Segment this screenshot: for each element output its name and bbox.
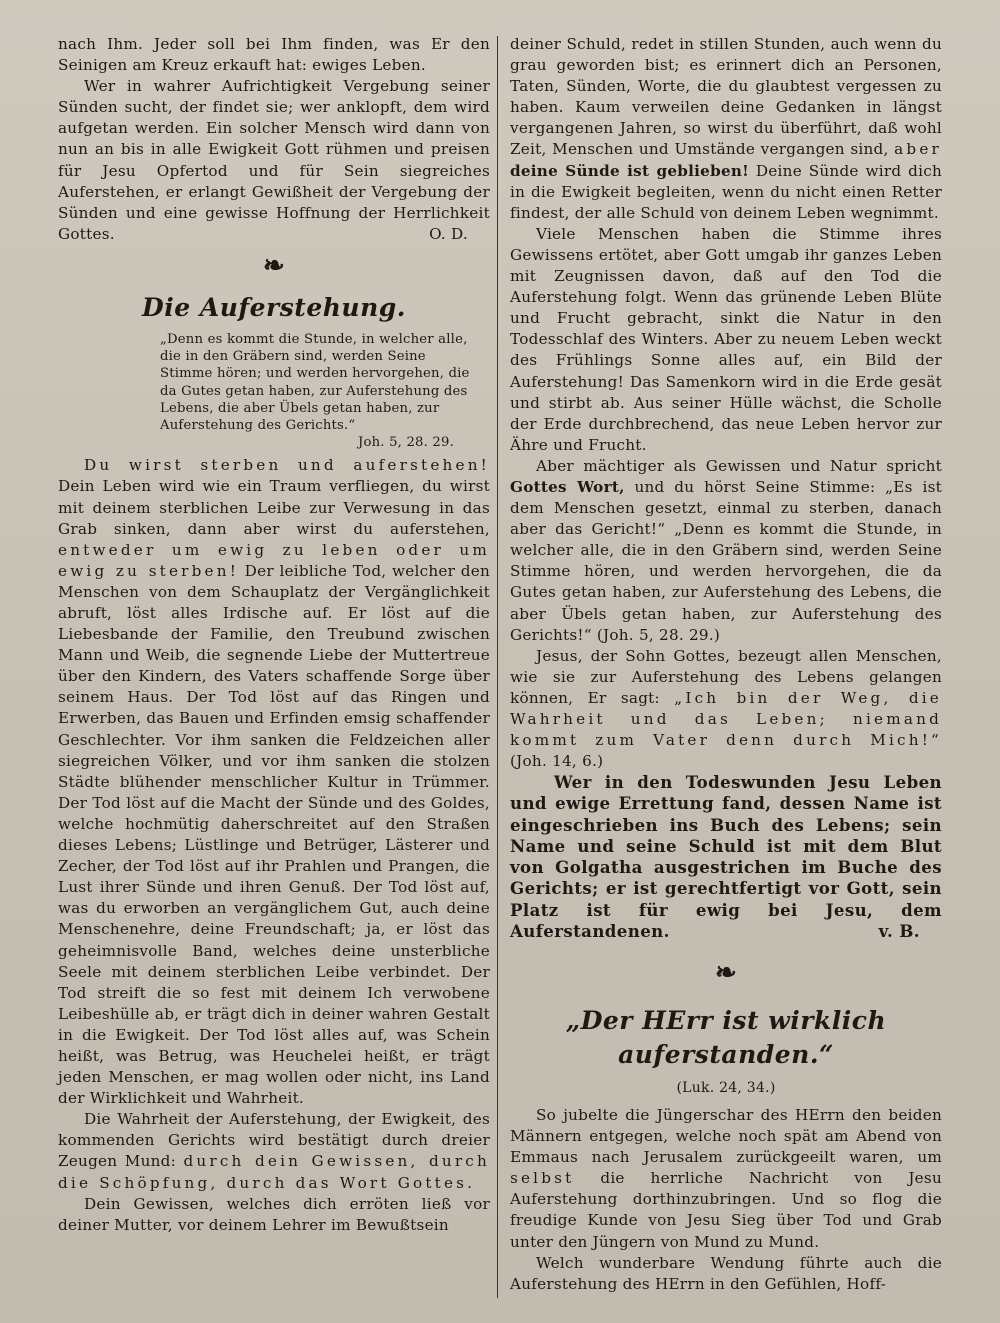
- paragraph-1-emphasis: entweder um ewig zu leben oder um ewig zu sterben!: [58, 540, 490, 580]
- ornament-divider: ❧: [262, 250, 286, 281]
- right-paragraph-4-part-b: (Joh. 14, 6.): [510, 752, 604, 771]
- right-paragraph-4-quote: „Ich bin der Weg, die Wahrheit und das Leben; niemand kommt zum Vater denn durch Mich!“: [510, 688, 942, 750]
- right-paragraph-1-part-a: deiner Schuld, redet in stillen Stunden, auch wenn du grau geworden bist; es erinnert dich an Personen, Taten, Sünden, Worte, die du glaubtest vergessen zu haben. Kaum verweilen deine Gedanken in längst vergangenen Jahren, so wirst du überführt, daß wohl Zeit, Menschen und Umstände vergangen sind,: [510, 35, 942, 159]
- right-paragraph-1-bold: deine Sünde ist geblieben!: [510, 161, 750, 180]
- article-title: Die Auferstehung.: [142, 292, 406, 322]
- second-article-title: „Der HErr ist wirklich auferstanden.“: [565, 1005, 887, 1069]
- right-paragraph-3: [510, 456, 942, 646]
- second-article-paragraph-1: [510, 1105, 942, 1253]
- second-paragraph-1-part-b: die herrliche Nachricht von Jesu Auferstehung dorthinzubringen. Und so flog die freudige Kunde von Jesu Sieg über Tod und Grab unter den Jüngern von Mund zu Mund.: [510, 1169, 942, 1251]
- right-paragraph-1: [510, 34, 942, 224]
- article-paragraph-3: Dein Gewissen, welches dich erröten ließ vor deiner Mutter, vor deinem Lehrer im Bewußtsein: [58, 1194, 490, 1234]
- right-paragraph-1-spaced: aber: [894, 140, 942, 159]
- right-paragraph-1-part-b: Deine Sünde wird dich in die Ewigkeit begleiten, wenn du nicht einen Retter findest, der alle Schuld von deinem Leben wegnimmt.: [510, 161, 942, 222]
- right-paragraph-4-part-a: Jesus, der Sohn Gottes, bezeugt allen Menschen, wie sie zur Auferstehung des Lebens gelangen können, Er sagt:: [510, 646, 942, 707]
- right-column: [510, 34, 942, 1295]
- ornament-divider-2: ❧: [714, 957, 738, 988]
- opening-paragraph-2-text: Wer in wahrer Aufrichtigkeit Vergebung seiner Sünden sucht, der findet sie; wer anklopft, dem wird aufgetan werden. Ein solcher Mensch wird dann von nun an bis in alle Ewigkeit Gott rühmen und preisen für Jesu Opfertod und für Sein siegreiches Auferstehen, er erlangt Gewißheit der Vergebung der Sünden und eine gewisse Hoffnung der Herrlichkeit Gottes.: [58, 77, 490, 243]
- right-paragraph-4: [510, 646, 942, 773]
- right-paragraph-3-part-a: Aber mächtiger als Gewissen und Natur spricht: [536, 456, 942, 475]
- second-article-paragraph-2: Welch wunderbare Wendung führte auch die Auferstehung des HErrn in den Gefühlen, Hoff-: [510, 1253, 942, 1293]
- left-column: [58, 34, 490, 1236]
- right-paragraph-3-part-b: und du hörst Seine Stimme: „Es ist dem Menschen gesetzt, einmal zu sterben, danach aber das Gericht!“ „Denn es kommt die Stunde, in welcher alle, die in den Gräbern sind, werden Seine Stimme hören, und werden hervorgehen, die da Gutes getan haben, zur Auferstehung des Lebens, die aber Übels getan haben, zur Auferstehung des Gerichts!“ (Joh. 5, 28. 29.): [510, 477, 942, 644]
- paragraph-1-part-b: Der leibliche Tod, welcher den Menschen von dem Schauplatz der Vergänglichkeit abruft, löst alles Irdische auf. Er löst auf die Liebesbande der Familie, den Treubund zwischen Mann und Weib, die segnende Liebe der Muttertreue über den Kindern, des Vaters schaffende Sorge über seinem Haus. Der Tod löst auf das Ringen und Erwerben, das Bauen und Erfinden emsig schaffender Geschlechter. Vor ihm sanken die Feldzeichen aller siegreichen Völker, und vor ihm sanken die stolzen Städte blühender menschlicher Kultur in Trümmer. Der Tod löst auf die Macht der Sünde und des Goldes, welche hochmütig daherschreitet auf den Straßen dieses Lebens; Lüstlinge und Betrüger, Lästerer und Zecher, der Tod löst auf ihr Prahlen und Prangen, die Lust ihrer Sünde und ihren Genuß. Der Tod löst auf, was du erworben an vergänglichem Gut, auch deine Menschenehre, deine Freundschaft; ja, er löst das geheimnisvolle Band, welches deine unsterbliche Seele mit deinem sterblichen Leibe verbindet. Der Tod streift die so fest mit deinem Ich verwobene Leibeshülle ab, er trägt dich in deiner wahren Gestalt in die Ewigkeit. Der Tod löst alles auf, was Schein heißt, was Betrug, was Heuchelei heißt, er trägt jeden Menschen, er mag wollen oder nicht, ins Land der Wirklichkeit und Wahrheit.: [58, 561, 490, 1108]
- article-paragraph-1: [58, 455, 490, 1109]
- verdict-signature: v. B.: [878, 920, 920, 941]
- verdict-text: Wer in den Todeswunden Jesu Leben und ewige Errettung fand, dessen Name ist eingeschrieben ins Buch des Lebens; sein Name und seine Schuld ist mit dem Blut von Golgatha ausgestrichen im Buche des Gerichts; er ist gerechtfertigt vor Gott, sein Platz ist für ewig bei Jesu, dem Auferstandenen.: [510, 772, 942, 941]
- right-paragraph-2: Viele Menschen haben die Stimme ihres Gewissens ertötet, aber Gott umgab ihr ganzes Leben mit Zeugnissen davon, daß auf den Tod die Auferstehung folgt. Wenn das grünende Leben Blüte und Frucht gebracht, sinkt die Natur in den Todesschlaf des Winters. Aber zu neuem Leben weckt des Frühlings Sonne alles auf, ein Bild der Auferstehung! Das Samenkorn wird in die Erde gesät und stirbt ab. Aus seiner Hülle wächst, die Scholle der Erde durchbrechend, das neue Leben hervor zur Ähre und Frucht.: [510, 224, 942, 454]
- paragraph-2-part-a: Die Wahrheit der Auferstehung, der Ewigkeit, des kommenden Gerichts wird bestätigt durch dreier Zeugen Mund:: [58, 1110, 490, 1171]
- opening-signature: O. D.: [429, 224, 468, 243]
- paragraph-1-part-a: Dein Leben wird wie ein Traum verfliegen, du wirst mit deinem sterblichen Leibe zur Verwesung in das Grab sinken, dann aber wirst du auferstehen,: [58, 477, 490, 538]
- second-paragraph-1-spaced: selbst: [510, 1169, 575, 1188]
- motto-text: „Denn es kommt die Stunde, in welcher alle, die in den Gräbern sind, werden Seine Stimme hören; und werden hervorgehen, die da Gutes getan haben, zur Auferstehung des Lebens, die aber Übels getan haben, zur Auferstehung des Gerichts.“: [160, 331, 470, 433]
- second-paragraph-1-part-a: So jubelte die Jüngerschar des HErrn den beiden Männern entgegen, welche noch spät am Abend von Emmaus nach Jerusalem zurückgeeilt waren, um: [510, 1106, 942, 1167]
- motto-reference: Joh. 5, 28. 29.: [357, 435, 454, 451]
- opening-paragraph-2: [58, 76, 490, 245]
- right-paragraph-3-bold: Gottes Wort,: [510, 477, 625, 496]
- opening-paragraph-1: nach Ihm. Jeder soll bei Ihm finden, was Er den Seinigen am Kreuz erkauft hat: ewiges Leben.: [58, 35, 490, 75]
- lead-sentence: Du wirst sterben und auferstehen!: [84, 456, 490, 475]
- verdict-paragraph: [510, 772, 942, 942]
- second-article-reference: (Luk. 24, 34.): [676, 1079, 776, 1096]
- article-paragraph-2: [58, 1109, 490, 1193]
- column-divider: [497, 36, 498, 1298]
- paragraph-2-emphasis: durch dein Gewissen, durch die Schöpfung, durch das Wort Gottes.: [58, 1152, 490, 1192]
- motto-quote: [160, 331, 482, 451]
